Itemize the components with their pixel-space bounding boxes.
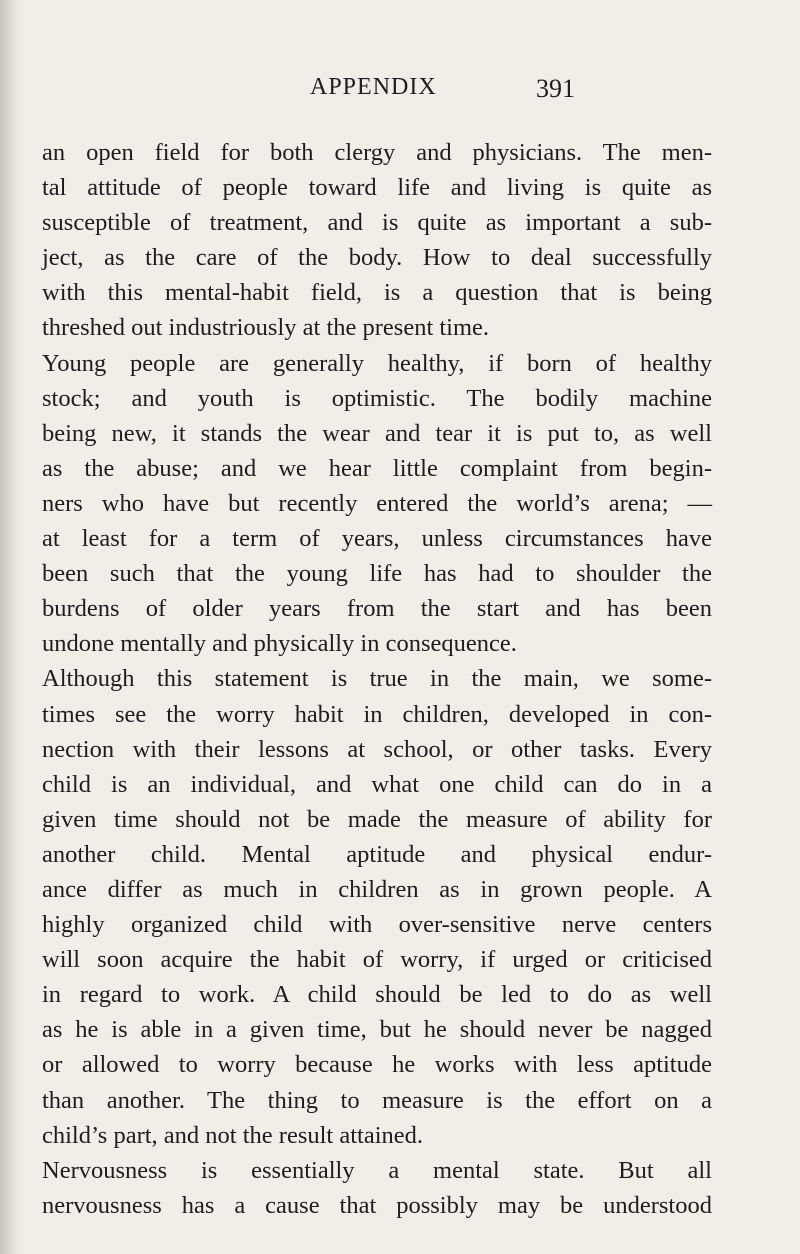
text-line: as the abuse; and we hear little complaint from begin-: [42, 454, 712, 482]
text-line: with this mental-habit field, is a question that is being: [42, 279, 712, 307]
text-line: will soon acquire the habit of worry, if urged or criticised: [42, 946, 712, 974]
text-line: been such that the young life has had to shoulder the: [42, 560, 712, 588]
running-head: [300, 74, 640, 110]
text-line: ance differ as much in children as in grown people. A: [42, 875, 712, 903]
text-line: in regard to work. A child should be led to do as well: [42, 981, 712, 1009]
text-line: at least for a term of years, unless circumstances have: [42, 525, 712, 553]
text-line: Young people are generally healthy, if born of healthy: [42, 349, 712, 377]
text-line: highly organized child with over-sensitive nerve centers: [42, 911, 712, 939]
text-line: Nervousness is essentially a mental state. But all: [42, 1156, 712, 1184]
text-line: Although this statement is true in the main, we some-: [42, 665, 712, 693]
body-text: [42, 135, 712, 1223]
text-line: than another. The thing to measure is the effort on a: [42, 1086, 712, 1114]
text-line: nervousness has a cause that possibly may be understood: [42, 1191, 712, 1219]
text-line: as he is able in a given time, but he should never be nagged: [42, 1016, 712, 1044]
text-line: nection with their lessons at school, or other tasks. Every: [42, 735, 712, 763]
text-line: susceptible of treatment, and is quite as important a sub-: [42, 209, 712, 237]
page-edge-shadow: [0, 0, 24, 1254]
text-line: child is an individual, and what one child can do in a: [42, 770, 712, 798]
text-line: threshed out industriously at the present time.: [42, 314, 490, 342]
text-line: stock; and youth is optimistic. The bodily machine: [42, 384, 712, 412]
text-line: ners who have but recently entered the world’s arena; —: [42, 489, 712, 517]
text-line: child’s part, and not the result attained.: [42, 1121, 424, 1149]
text-line: tal attitude of people toward life and living is quite as: [42, 174, 712, 202]
text-line: burdens of older years from the start and has been: [42, 595, 712, 623]
text-line: times see the worry habit in children, developed in con-: [42, 700, 712, 728]
text-line: being new, it stands the wear and tear it is put to, as well: [42, 419, 712, 447]
text-line: undone mentally and physically in consequence.: [42, 630, 517, 658]
page-number: 391: [536, 74, 575, 103]
running-title: APPENDIX: [310, 74, 437, 100]
text-line: given time should not be made the measure of ability for: [42, 805, 712, 833]
text-line: ject, as the care of the body. How to deal successfully: [42, 244, 712, 272]
text-line: an open field for both clergy and physicians. The men-: [42, 139, 712, 166]
text-line: another child. Mental aptitude and physical endur-: [42, 840, 712, 868]
text-line: or allowed to worry because he works with less aptitude: [42, 1051, 712, 1079]
